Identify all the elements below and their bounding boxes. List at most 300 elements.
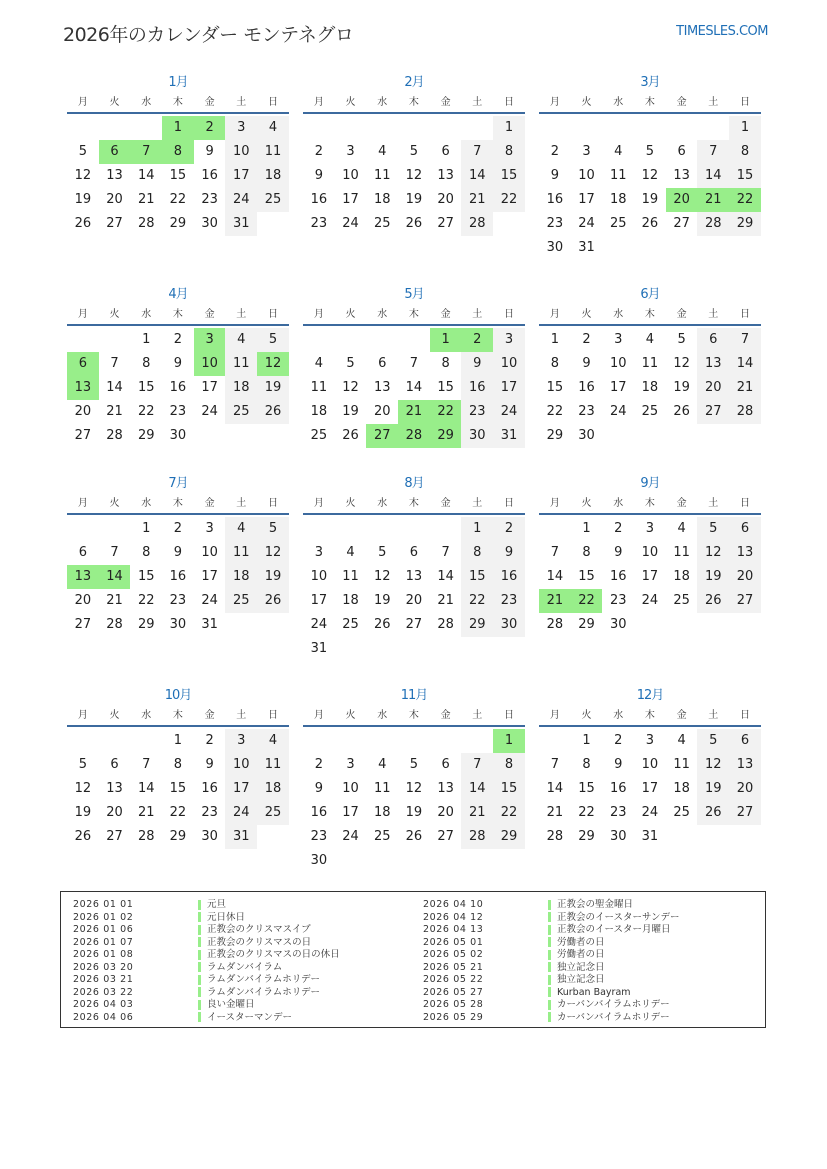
day-cell: 19	[74, 805, 92, 820]
holiday-name: 元旦	[207, 899, 227, 910]
holiday-marker	[548, 987, 551, 997]
weekday-label: 木	[172, 498, 183, 509]
day-cell: 25	[257, 188, 289, 212]
day-cell: 6	[677, 144, 686, 159]
month-name: 2月	[404, 75, 424, 90]
day-cell: 3	[205, 521, 214, 536]
weekday-label: 水	[377, 97, 388, 108]
day-cell: 23	[546, 216, 564, 231]
weekday-label: 土	[708, 710, 719, 721]
day-cell: 29	[578, 829, 595, 844]
weekday-label: 月	[313, 498, 324, 509]
month-name: 7月	[168, 476, 188, 491]
day-cell: 19	[405, 192, 423, 207]
day-cell: 2	[550, 144, 559, 159]
day-cell: 13	[106, 781, 123, 796]
day-cell: 1	[729, 116, 761, 140]
holiday-list-item	[73, 974, 340, 987]
weekday-header	[303, 93, 525, 114]
day-cell: 9	[493, 541, 525, 565]
day-cell: 11	[310, 380, 328, 395]
holiday-marker	[198, 962, 201, 972]
day-cell: 19	[257, 376, 289, 400]
day-cell: 12	[373, 569, 391, 584]
day-cell: 24	[493, 400, 525, 424]
weekday-label: 日	[739, 97, 750, 108]
day-cell: 14	[437, 569, 454, 584]
day-cell: 10	[342, 168, 359, 183]
day-cell: 12	[405, 781, 423, 796]
day-cell: 31	[310, 641, 328, 656]
weekday-label: 日	[267, 309, 278, 320]
day-cell: 27	[697, 400, 729, 424]
holiday-column-right	[423, 899, 680, 1024]
day-cell: 4	[257, 729, 289, 753]
day-cell: 18	[609, 192, 627, 207]
day-grid	[303, 517, 525, 661]
weekday-label: 月	[313, 97, 324, 108]
weekday-header	[539, 494, 761, 515]
holiday-list-item	[73, 949, 340, 962]
month-name: 6月	[640, 287, 660, 302]
weekday-label: 月	[77, 498, 88, 509]
day-cell: 20	[373, 404, 391, 419]
weekday-label: 月	[77, 309, 88, 320]
day-cell: 29	[137, 428, 155, 443]
day-cell: 19	[342, 404, 359, 419]
day-cell: 2	[173, 332, 183, 347]
day-cell: 16	[609, 569, 627, 584]
holiday-day-cell: 6	[99, 140, 131, 164]
holiday-name: 正教会のクリスマスイブ	[207, 924, 311, 935]
day-cell: 18	[257, 164, 289, 188]
day-cell: 20	[405, 593, 423, 608]
holiday-day-cell: 2	[461, 328, 493, 352]
month-name: 5月	[404, 287, 424, 302]
weekday-label: 木	[644, 97, 655, 108]
weekday-label: 木	[172, 97, 183, 108]
weekday-label: 月	[549, 309, 560, 320]
day-cell: 22	[578, 805, 595, 820]
day-grid	[303, 116, 525, 236]
day-cell: 26	[74, 216, 92, 231]
day-cell: 1	[493, 116, 525, 140]
day-cell: 9	[614, 757, 623, 772]
month-calendar	[67, 285, 289, 448]
day-cell: 5	[677, 332, 686, 347]
day-cell: 11	[673, 545, 690, 560]
day-cell: 4	[614, 144, 623, 159]
day-cell: 26	[405, 216, 423, 231]
day-cell: 13	[437, 781, 454, 796]
day-cell: 21	[137, 192, 155, 207]
day-cell: 27	[729, 589, 761, 613]
day-grid	[303, 328, 525, 448]
holiday-list-item	[73, 899, 340, 912]
holiday-marker	[198, 937, 201, 947]
day-cell: 14	[697, 164, 729, 188]
day-cell: 27	[74, 617, 92, 632]
holiday-list-item	[73, 962, 340, 975]
day-cell: 24	[342, 216, 359, 231]
day-cell: 17	[609, 380, 627, 395]
empty-cell	[67, 328, 99, 352]
day-cell: 8	[142, 356, 151, 371]
day-cell: 18	[373, 192, 391, 207]
weekday-label: 水	[141, 309, 152, 320]
month-name: 11月	[400, 688, 428, 703]
day-cell: 23	[310, 829, 328, 844]
empty-cell	[130, 116, 162, 140]
day-cell: 7	[550, 545, 559, 560]
day-cell: 8	[493, 140, 525, 164]
empty-cell	[430, 517, 462, 541]
holiday-name: ラムダンバイラムホリデー	[207, 986, 321, 998]
weekday-label: 金	[204, 97, 215, 108]
weekday-label: 土	[236, 97, 247, 108]
day-cell: 29	[169, 216, 187, 231]
month-calendar	[67, 474, 289, 637]
page-title: 2026年のカレンダー モンテネグロ	[63, 24, 354, 46]
day-cell: 27	[405, 617, 423, 632]
day-cell: 24	[578, 216, 595, 231]
holiday-name: 独立記念日	[557, 974, 605, 985]
day-cell: 7	[697, 140, 729, 164]
day-cell: 15	[437, 380, 454, 395]
weekday-label: 水	[141, 97, 152, 108]
day-cell: 1	[582, 733, 591, 748]
day-cell: 3	[314, 545, 323, 560]
day-cell: 28	[437, 617, 454, 632]
day-cell: 26	[641, 216, 659, 231]
weekday-label: 木	[172, 710, 183, 721]
day-cell: 20	[106, 805, 123, 820]
weekday-label: 土	[472, 498, 483, 509]
day-cell: 20	[697, 376, 729, 400]
holiday-date: 2026 05 29	[423, 1011, 484, 1023]
day-cell: 3	[346, 757, 355, 772]
day-cell: 5	[346, 356, 355, 371]
month-name: 12月	[636, 688, 664, 703]
holiday-name: 正教会の聖金曜日	[557, 899, 634, 910]
empty-cell	[303, 116, 335, 140]
day-cell: 9	[173, 545, 183, 560]
weekday-header	[539, 93, 761, 114]
holiday-list-item	[73, 999, 340, 1012]
day-cell: 5	[257, 328, 289, 352]
weekday-label: 水	[613, 97, 624, 108]
day-cell: 9	[461, 352, 493, 376]
day-cell: 22	[137, 593, 155, 608]
empty-cell	[398, 116, 430, 140]
day-cell: 28	[106, 428, 123, 443]
weekday-label: 火	[109, 498, 120, 509]
holiday-date: 2026 01 01	[73, 899, 134, 910]
day-cell: 18	[257, 777, 289, 801]
month-calendar	[303, 474, 525, 661]
site-logo[interactable]: TIMESLES.COM	[676, 24, 768, 39]
day-cell: 1	[142, 521, 151, 536]
weekday-header	[303, 305, 525, 326]
day-cell: 6	[441, 144, 450, 159]
day-cell: 3	[645, 733, 655, 748]
weekday-label: 火	[581, 97, 592, 108]
month-calendar	[303, 686, 525, 873]
day-grid	[67, 116, 289, 236]
weekday-label: 金	[676, 710, 687, 721]
weekday-label: 木	[644, 309, 655, 320]
weekday-header	[67, 305, 289, 326]
day-cell: 29	[493, 825, 525, 849]
day-cell: 6	[729, 729, 761, 753]
day-cell: 16	[201, 781, 218, 796]
day-cell: 19	[74, 192, 92, 207]
holiday-day-cell: 1	[493, 729, 525, 753]
day-cell: 5	[409, 757, 419, 772]
day-cell: 21	[106, 404, 123, 419]
day-cell: 24	[609, 404, 627, 419]
weekday-label: 土	[708, 498, 719, 509]
weekday-header	[539, 305, 761, 326]
day-cell: 16	[578, 380, 595, 395]
day-grid	[539, 729, 761, 849]
weekday-label: 火	[109, 97, 120, 108]
weekday-label: 金	[204, 309, 215, 320]
day-cell: 5	[378, 545, 387, 560]
empty-cell	[303, 328, 335, 352]
day-cell: 31	[493, 424, 525, 448]
day-cell: 7	[110, 545, 119, 560]
day-cell: 6	[378, 356, 387, 371]
day-cell: 22	[169, 192, 187, 207]
day-cell: 24	[310, 617, 328, 632]
holiday-marker	[548, 937, 551, 947]
day-cell: 25	[225, 400, 257, 424]
day-cell: 2	[314, 144, 323, 159]
empty-cell	[130, 729, 162, 753]
weekday-label: 木	[408, 498, 419, 509]
day-cell: 24	[201, 593, 218, 608]
day-cell: 26	[257, 400, 289, 424]
day-cell: 24	[225, 188, 257, 212]
weekday-label: 日	[503, 710, 514, 721]
holiday-date: 2026 01 07	[73, 936, 134, 948]
holiday-day-cell: 7	[130, 140, 162, 164]
holiday-name: カーバンバイラムホリデー	[557, 1011, 670, 1023]
day-cell: 5	[645, 144, 655, 159]
day-grid	[539, 517, 761, 637]
weekday-label: 火	[109, 309, 120, 320]
day-cell: 11	[373, 168, 391, 183]
month-name: 1月	[168, 75, 188, 90]
day-cell: 28	[106, 617, 123, 632]
holiday-marker	[548, 900, 551, 910]
empty-cell	[335, 328, 367, 352]
day-cell: 20	[437, 192, 454, 207]
weekday-label: 金	[676, 309, 687, 320]
day-cell: 19	[373, 593, 391, 608]
day-cell: 13	[729, 541, 761, 565]
holiday-day-cell: 22	[430, 400, 462, 424]
day-cell: 14	[106, 380, 123, 395]
holiday-list-item	[423, 912, 680, 925]
day-grid	[67, 328, 289, 448]
holiday-name: Kurban Bayram	[557, 986, 631, 998]
day-cell: 21	[729, 376, 761, 400]
empty-cell	[303, 517, 335, 541]
day-cell: 11	[257, 753, 289, 777]
empty-cell	[398, 328, 430, 352]
weekday-label: 日	[739, 710, 750, 721]
holiday-list-item	[423, 937, 680, 950]
day-cell: 11	[225, 352, 257, 376]
day-cell: 8	[582, 545, 591, 560]
day-cell: 12	[405, 168, 423, 183]
weekday-header	[67, 494, 289, 515]
day-cell: 14	[461, 777, 493, 801]
holiday-day-cell: 28	[398, 424, 430, 448]
weekday-label: 火	[109, 710, 120, 721]
day-cell: 6	[697, 328, 729, 352]
empty-cell	[366, 729, 398, 753]
day-cell: 21	[461, 188, 493, 212]
day-cell: 30	[201, 829, 218, 844]
day-cell: 7	[142, 757, 151, 772]
holiday-date: 2026 04 12	[423, 911, 484, 923]
weekday-label: 金	[204, 498, 215, 509]
holiday-date: 2026 04 03	[73, 999, 134, 1010]
day-cell: 17	[201, 380, 218, 395]
empty-cell	[430, 729, 462, 753]
month-calendar	[539, 73, 761, 260]
weekday-label: 木	[172, 309, 183, 320]
day-cell: 10	[342, 781, 359, 796]
day-cell: 18	[641, 380, 659, 395]
holiday-name: カーバンバイラムホリデー	[557, 999, 670, 1010]
month-calendar	[67, 73, 289, 236]
day-cell: 14	[546, 781, 564, 796]
day-cell: 9	[205, 757, 214, 772]
empty-cell	[99, 729, 131, 753]
empty-cell	[67, 116, 99, 140]
holiday-list-item	[423, 1012, 680, 1025]
day-cell: 23	[169, 404, 187, 419]
day-cell: 23	[169, 593, 187, 608]
holiday-name: 正教会のイースターサンデー	[557, 911, 680, 923]
weekday-label: 日	[267, 498, 278, 509]
day-cell: 4	[677, 733, 686, 748]
day-cell: 15	[493, 777, 525, 801]
day-cell: 13	[673, 168, 690, 183]
empty-cell	[335, 116, 367, 140]
day-cell: 23	[578, 404, 595, 419]
day-cell: 13	[405, 569, 423, 584]
holiday-day-cell: 1	[162, 116, 194, 140]
day-cell: 12	[257, 541, 289, 565]
holiday-date: 2026 03 22	[73, 986, 134, 998]
holiday-day-cell: 1	[430, 328, 462, 352]
holiday-day-cell: 21	[398, 400, 430, 424]
weekday-label: 日	[503, 97, 514, 108]
day-cell: 22	[461, 589, 493, 613]
month-name: 10月	[164, 688, 192, 703]
empty-cell	[602, 116, 634, 140]
day-cell: 28	[546, 829, 564, 844]
day-cell: 1	[461, 517, 493, 541]
day-cell: 5	[697, 729, 729, 753]
day-cell: 11	[673, 757, 690, 772]
day-cell: 4	[225, 517, 257, 541]
day-cell: 20	[437, 805, 454, 820]
day-cell: 6	[78, 545, 87, 560]
day-cell: 8	[441, 356, 450, 371]
day-cell: 29	[578, 617, 595, 632]
day-grid	[539, 116, 761, 260]
day-cell: 29	[461, 613, 493, 637]
day-cell: 7	[110, 356, 119, 371]
day-cell: 1	[173, 733, 183, 748]
day-cell: 2	[205, 733, 214, 748]
day-cell: 8	[582, 757, 591, 772]
empty-cell	[99, 328, 131, 352]
day-cell: 31	[641, 829, 659, 844]
weekday-label: 日	[267, 97, 278, 108]
day-cell: 23	[310, 216, 328, 231]
empty-cell	[99, 116, 131, 140]
holiday-day-cell: 3	[194, 328, 226, 352]
day-cell: 25	[225, 589, 257, 613]
day-cell: 20	[106, 192, 123, 207]
month-calendar	[303, 285, 525, 448]
weekday-label: 火	[345, 498, 356, 509]
day-cell: 8	[493, 753, 525, 777]
holiday-date: 2026 04 10	[423, 899, 484, 910]
day-cell: 25	[373, 216, 391, 231]
day-cell: 10	[310, 569, 328, 584]
weekday-label: 土	[708, 309, 719, 320]
day-cell: 30	[609, 617, 627, 632]
weekday-header	[67, 706, 289, 727]
day-cell: 31	[201, 617, 218, 632]
day-cell: 30	[310, 853, 328, 868]
day-cell: 19	[405, 805, 423, 820]
day-cell: 4	[257, 116, 289, 140]
day-cell: 16	[546, 192, 564, 207]
empty-cell	[634, 116, 666, 140]
empty-cell	[430, 116, 462, 140]
day-cell: 9	[173, 356, 183, 371]
weekday-label: 水	[613, 710, 624, 721]
day-cell: 4	[645, 332, 655, 347]
holiday-list-item	[423, 987, 680, 1000]
day-cell: 17	[641, 781, 659, 796]
weekday-label: 金	[440, 97, 451, 108]
empty-cell	[461, 729, 493, 753]
day-cell: 10	[641, 545, 659, 560]
weekday-label: 日	[267, 710, 278, 721]
day-cell: 29	[137, 617, 155, 632]
day-cell: 7	[441, 545, 450, 560]
day-cell: 25	[609, 216, 627, 231]
day-cell: 26	[373, 617, 391, 632]
weekday-header	[539, 706, 761, 727]
holiday-marker	[198, 975, 201, 985]
day-cell: 18	[673, 569, 690, 584]
holiday-name: 良い金曜日	[207, 999, 255, 1010]
day-cell: 12	[641, 168, 659, 183]
day-cell: 26	[257, 589, 289, 613]
day-cell: 24	[225, 801, 257, 825]
